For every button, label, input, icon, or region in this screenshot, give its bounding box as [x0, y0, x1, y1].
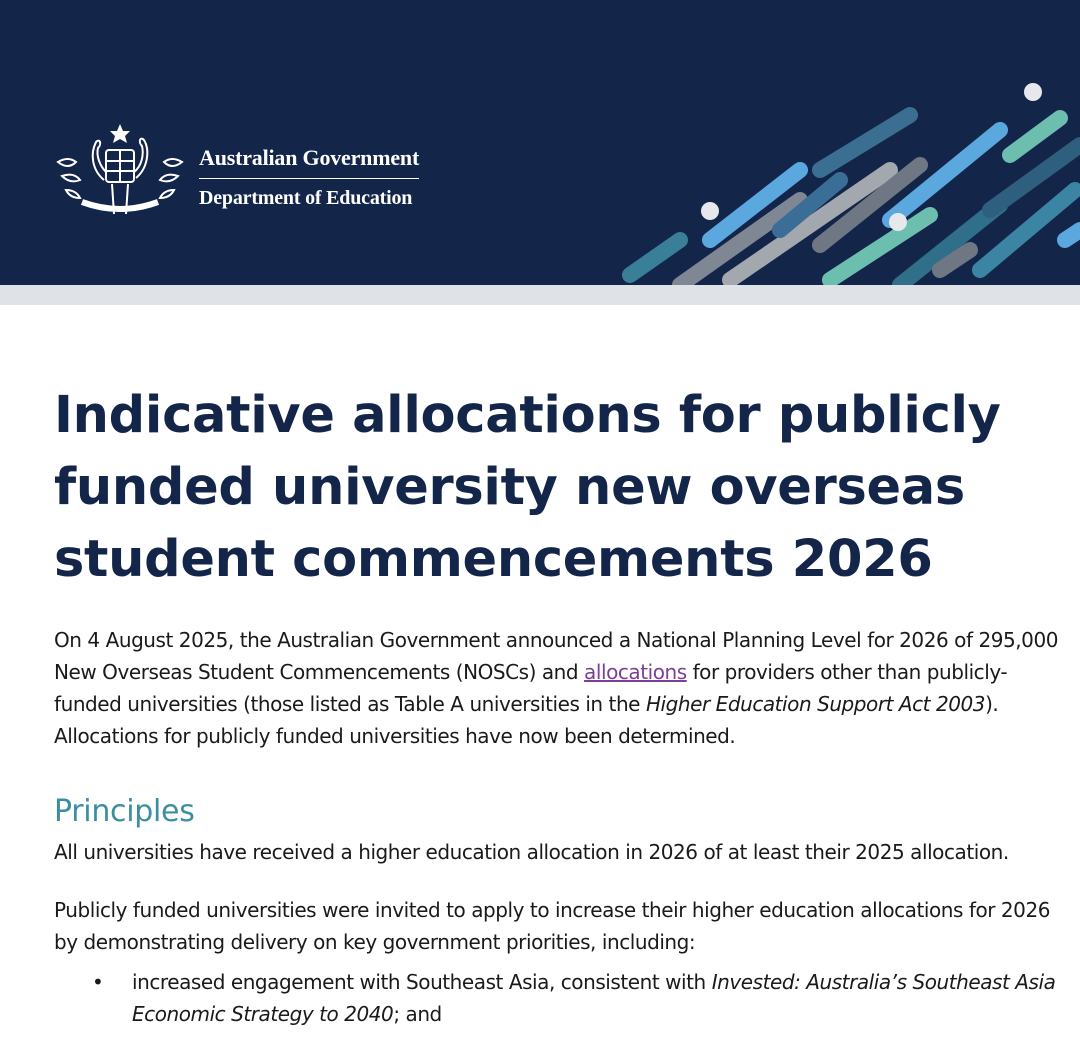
- bullet-icon: •: [92, 970, 104, 994]
- intro-text-3: ). Allocations for publicly funded universities have now been determined.: [54, 692, 999, 748]
- principles-heading: Principles: [54, 794, 195, 829]
- page-title: Indicative allocations for publicly funded university new overseas student commencements 2026: [54, 386, 1001, 589]
- header-divider: [0, 285, 1080, 305]
- government-wordmark: [199, 144, 419, 211]
- principles-paragraph-1: All universities have received a higher education allocation in 2026 of at least their 2025 allocation.: [54, 840, 1009, 864]
- list-item-tail: ; and: [393, 1002, 442, 1026]
- department-name: Department of Education: [199, 187, 413, 209]
- list-item: [54, 966, 1064, 1030]
- header-banner: [0, 0, 1080, 285]
- principles-paragraph-2: Publicly funded universities were invited to apply to increase their higher education allocations for 2026 by demonstrating delivery on key government priorities, including:: [54, 898, 1051, 954]
- allocations-link[interactable]: allocations: [584, 660, 687, 684]
- intro-text-2: for providers other than publicly-funded universities (those listed as Table A universities in the: [54, 660, 1008, 716]
- priorities-list: [54, 966, 1064, 1030]
- decorative-stripes: [600, 70, 1080, 285]
- list-item-text: increased engagement with Southeast Asia, consistent with: [132, 970, 712, 994]
- intro-act-title: Higher Education Support Act 2003: [645, 692, 986, 716]
- document-body: [54, 380, 1064, 1030]
- intro-text-1: On 4 August 2025, the Australian Government announced a National Planning Level for 2026 of 295,000 New Overseas Student Commencements (NOSCs) and: [54, 628, 1059, 684]
- government-name: Australian Government: [199, 144, 419, 179]
- intro-paragraph: [54, 624, 1064, 752]
- list-item-italic: Invested: Australia’s Southeast Asia Economic Strategy to 2040: [132, 970, 1056, 1026]
- coat-of-arms-icon: [52, 120, 188, 220]
